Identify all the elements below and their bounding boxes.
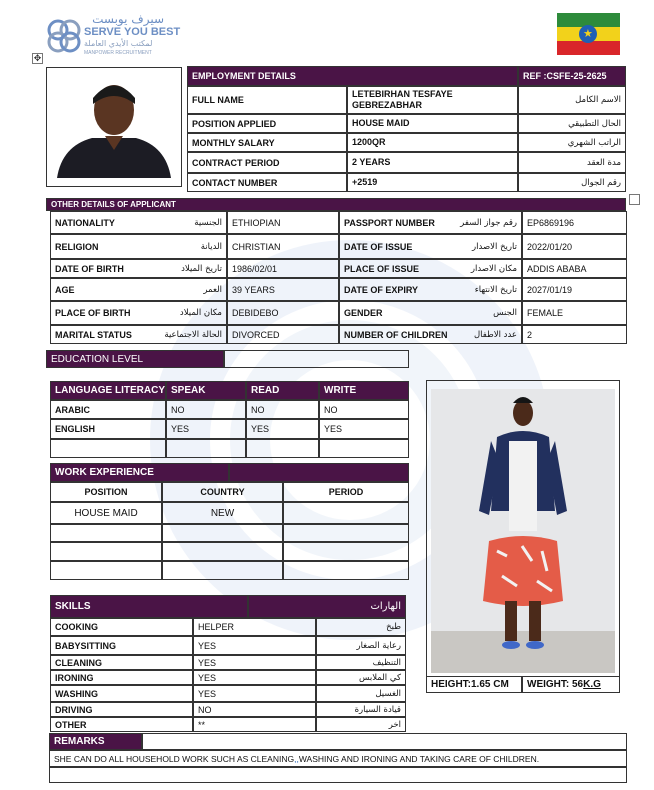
employment-label: CONTRACT PERIOD: [187, 152, 347, 173]
education-level-header: EDUCATION LEVEL: [46, 350, 224, 368]
detail-label: [339, 211, 522, 234]
company-logo: [44, 12, 181, 60]
language-header-cell: SPEAK: [166, 381, 246, 400]
detail-label-en: RELIGION: [55, 241, 99, 252]
language-level: NO: [319, 400, 409, 419]
work-cell: [283, 542, 409, 561]
detail-label-en: DATE OF BIRTH: [55, 263, 124, 274]
detail-label-en: DATE OF ISSUE: [344, 241, 413, 252]
employment-value: +2519: [347, 173, 518, 192]
detail-label-en: PASSPORT NUMBER: [344, 217, 435, 228]
skill-name: BABYSITTING: [50, 636, 193, 655]
skill-name: OTHER: [50, 717, 193, 732]
employment-value: LETEBIRHAN TESFAYE GEBREZABHAR: [347, 86, 518, 114]
skill-value: YES: [193, 685, 316, 702]
detail-value: 39 YEARS: [227, 278, 339, 301]
employment-label: CONTACT NUMBER: [187, 173, 347, 192]
skill-value: YES: [193, 670, 316, 685]
employment-value: 1200QR: [347, 133, 518, 152]
logo-knot-icon: [44, 16, 84, 56]
work-column-header: PERIOD: [283, 482, 409, 502]
detail-label-ar: عدد الاطفال: [473, 329, 517, 340]
skills-header: SKILLS: [50, 595, 248, 618]
logo-name: SERVE YOU BEST: [84, 26, 181, 38]
skill-name: WASHING: [50, 685, 193, 702]
detail-label: [50, 259, 227, 278]
detail-label-en: GENDER: [344, 308, 383, 318]
language-level: NO: [166, 400, 246, 419]
employment-arabic-label: الحال التطبيقي: [518, 114, 626, 133]
detail-label-ar: العمر: [203, 284, 222, 295]
skill-name-arabic: قيادة السيارة: [316, 702, 406, 717]
detail-value: 1986/02/01: [227, 259, 339, 278]
logo-tagline: MANPOWER RECRUITMENT: [84, 50, 152, 56]
detail-label: [50, 211, 227, 234]
detail-label-ar: الجنس: [493, 308, 517, 318]
remarks-header: REMARKS: [49, 733, 142, 750]
remarks-header-filler: [142, 733, 627, 750]
employment-value: HOUSE MAID: [347, 114, 518, 133]
skill-name-arabic: طبخ: [316, 618, 406, 636]
work-cell: [162, 561, 283, 580]
skill-name-arabic: التنظيف: [316, 655, 406, 670]
detail-label-ar: مكان الاصدار: [470, 263, 517, 274]
logo-sub-arabic: لمكتب الأيدي العاملة: [84, 39, 153, 48]
language-level: YES: [166, 419, 246, 439]
detail-label-en: MARITAL STATUS: [55, 329, 132, 340]
detail-label-ar: الجنسية: [194, 217, 222, 228]
detail-label: [339, 234, 522, 259]
employment-label: POSITION APPLIED: [187, 114, 347, 133]
work-cell: [50, 524, 162, 542]
detail-value: FEMALE: [522, 301, 627, 325]
skill-name-arabic: الغسيل: [316, 685, 406, 702]
remarks-text: SHE CAN DO ALL HOUSEHOLD WORK SUCH AS CLEANING ,, WASHING AND IRONING AND TAKING CARE OF CHILDREN.: [49, 750, 627, 767]
detail-label-ar: تاريخ الانتهاء: [474, 284, 517, 295]
detail-label-en: PLACE OF ISSUE: [344, 263, 420, 274]
work-column-header: COUNTRY: [162, 482, 283, 502]
detail-value: 2: [522, 325, 627, 344]
other-details-header: OTHER DETAILS OF APPLICANT: [46, 198, 626, 211]
detail-label-ar: مكان الميلاد: [179, 308, 222, 318]
skill-name: IRONING: [50, 670, 193, 685]
detail-label-en: NUMBER OF CHILDREN: [344, 329, 448, 340]
detail-value: ADDIS ABABA: [522, 259, 627, 278]
detail-label: [339, 301, 522, 325]
detail-label-en: NATIONALITY: [55, 217, 115, 228]
language-level: [246, 439, 319, 458]
detail-label-ar: الديانة: [200, 241, 222, 252]
skills-header-arabic: الهارات: [248, 595, 406, 618]
language-name: ARABIC: [50, 400, 166, 419]
language-header-cell: LANGUAGE LITERACY: [50, 381, 166, 400]
skill-name-arabic: رعاية الصغار: [316, 636, 406, 655]
skill-value: YES: [193, 636, 316, 655]
work-cell: [162, 542, 283, 561]
work-cell: [162, 524, 283, 542]
work-cell: HOUSE MAID: [50, 502, 162, 524]
employment-arabic-label: مدة العقد: [518, 152, 626, 173]
detail-value: CHRISTIAN: [227, 234, 339, 259]
employment-label: MONTHLY SALARY: [187, 133, 347, 152]
work-cell: [50, 542, 162, 561]
language-name: ENGLISH: [50, 419, 166, 439]
detail-label: [50, 234, 227, 259]
detail-label-en: DATE OF EXPIRY: [344, 284, 419, 295]
language-name: [50, 439, 166, 458]
remarks-blank-row: [49, 767, 627, 783]
employment-value: 2 YEARS: [347, 152, 518, 173]
detail-label: [50, 325, 227, 344]
employment-details-header: EMPLOYMENT DETAILS: [187, 66, 518, 86]
detail-label: [339, 278, 522, 301]
work-experience-header-filler: [229, 463, 409, 482]
language-level: YES: [246, 419, 319, 439]
detail-label: [50, 278, 227, 301]
language-level: [166, 439, 246, 458]
language-header-cell: WRITE: [319, 381, 409, 400]
detail-label-ar: الحالة الاجتماعية: [164, 329, 222, 340]
resize-handle[interactable]: [629, 194, 640, 205]
skill-name-arabic: اخر: [316, 717, 406, 732]
work-cell: NEW: [162, 502, 283, 524]
full-body-photo: [426, 380, 620, 693]
language-level: [319, 439, 409, 458]
detail-value: DEBIDEBO: [227, 301, 339, 325]
detail-value: EP6869196: [522, 211, 627, 234]
table-move-handle[interactable]: ✥: [33, 53, 42, 63]
detail-value: DIVORCED: [227, 325, 339, 344]
skill-name: DRIVING: [50, 702, 193, 717]
skill-value: NO: [193, 702, 316, 717]
employment-arabic-label: الراتب الشهري: [518, 133, 626, 152]
detail-label-ar: تاريخ الاصدار: [472, 241, 517, 252]
reference-number: REF :CSFE-25-2625: [518, 66, 626, 86]
height-value: HEIGHT:1.65 CM: [426, 676, 522, 693]
detail-label-ar: رقم جواز السفر: [460, 217, 517, 228]
detail-value: 2027/01/19: [522, 278, 627, 301]
detail-label: [339, 259, 522, 278]
work-cell: [283, 502, 409, 524]
skill-name: COOKING: [50, 618, 193, 636]
detail-value: ETHIOPIAN: [227, 211, 339, 234]
skill-name: CLEANING: [50, 655, 193, 670]
language-level: NO: [246, 400, 319, 419]
employment-arabic-label: الاسم الكامل: [518, 86, 626, 114]
detail-label-ar: تاريخ الميلاد: [181, 263, 222, 274]
work-cell: [283, 524, 409, 542]
skill-value: **: [193, 717, 316, 732]
detail-label: [50, 301, 227, 325]
work-experience-header: WORK EXPERIENCE: [50, 463, 229, 482]
language-level: YES: [319, 419, 409, 439]
logo-arabic: سيرف يوبست: [92, 12, 164, 26]
detail-label-en: AGE: [55, 284, 75, 295]
weight-value: WEIGHT: 56 K.G: [522, 676, 620, 693]
detail-value: 2022/01/20: [522, 234, 627, 259]
detail-label: [339, 325, 522, 344]
employment-arabic-label: رقم الجوال: [518, 173, 626, 192]
skill-name-arabic: كي الملابس: [316, 670, 406, 685]
passport-photo: [46, 67, 182, 187]
ethiopia-flag-icon: ★: [557, 13, 620, 55]
work-cell: [283, 561, 409, 580]
work-cell: [50, 561, 162, 580]
education-level-value: [224, 350, 409, 368]
skill-value: YES: [193, 655, 316, 670]
skill-value: HELPER: [193, 618, 316, 636]
language-header-cell: READ: [246, 381, 319, 400]
employment-label: FULL NAME: [187, 86, 347, 114]
detail-label-en: PLACE OF BIRTH: [55, 308, 131, 318]
work-column-header: POSITION: [50, 482, 162, 502]
